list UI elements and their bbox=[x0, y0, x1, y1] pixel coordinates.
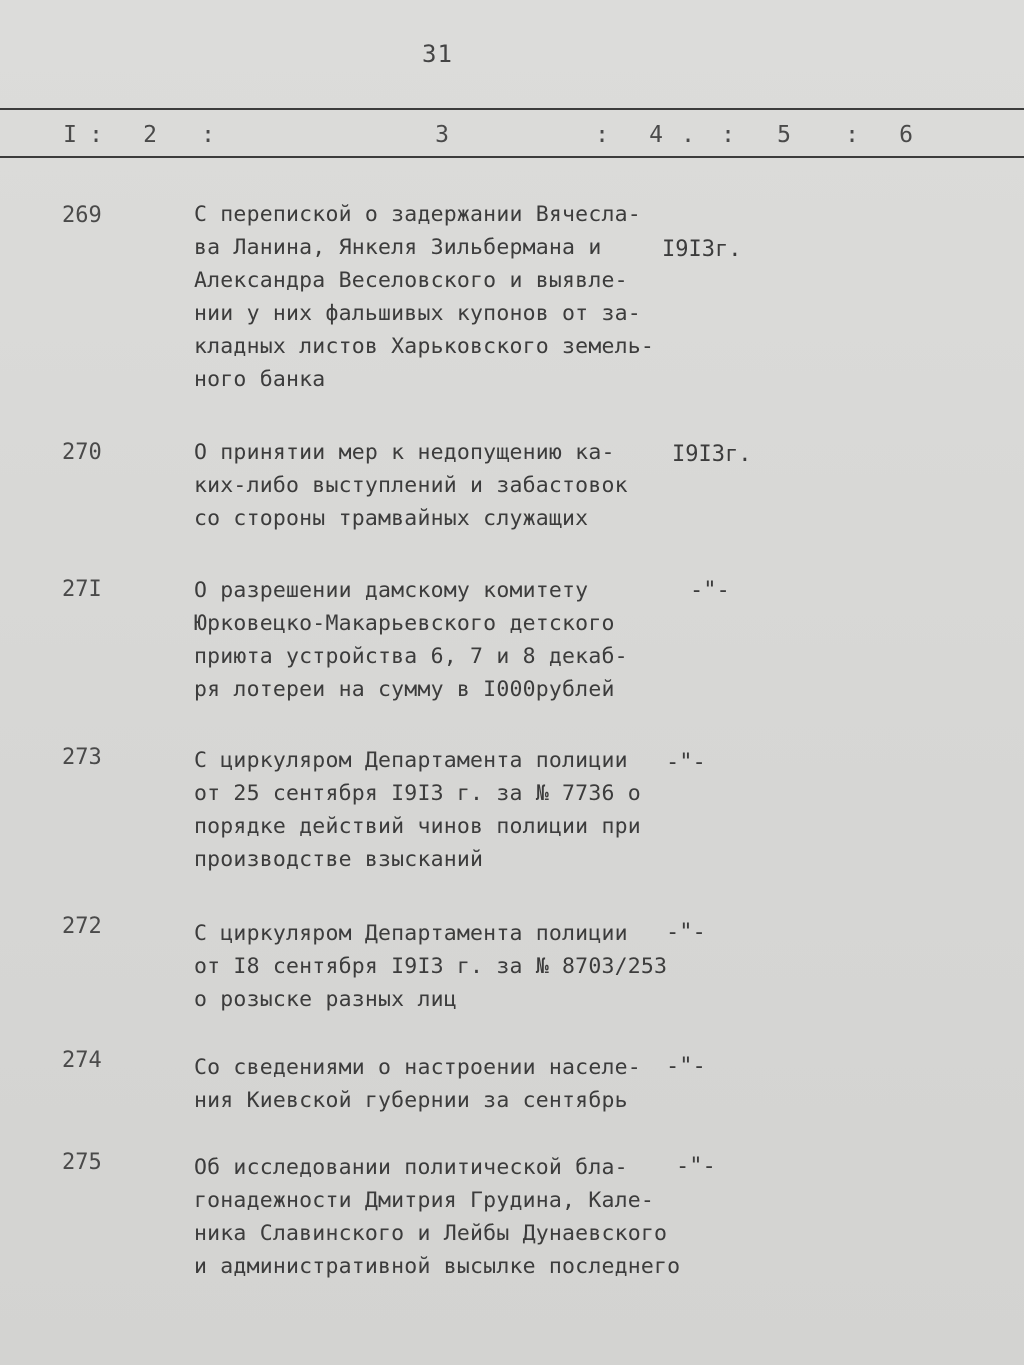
entry-line: производстве взысканий bbox=[194, 847, 484, 872]
entry-number: 275 bbox=[62, 1150, 102, 1175]
column-header-dot: . bbox=[681, 122, 695, 148]
entry-number: 274 bbox=[62, 1048, 102, 1073]
header-bottom-rule bbox=[0, 156, 1024, 158]
entry-number: 272 bbox=[62, 914, 102, 939]
entry-line: ря лотереи на сумму в I000рублей bbox=[194, 677, 615, 702]
entry-line: С циркуляром Департамента полиции bbox=[194, 748, 628, 773]
entry-date: -"- bbox=[690, 578, 730, 603]
column-header-sep: : bbox=[721, 122, 735, 148]
entry-date: -"- bbox=[666, 1054, 706, 1079]
entry-date: -"- bbox=[676, 1154, 716, 1179]
column-header-sep: : bbox=[595, 122, 609, 148]
column-header-5: 5 bbox=[777, 122, 791, 148]
entry-line: ного банка bbox=[194, 367, 326, 392]
entry-line: О принятии мер к недопущению ка- bbox=[194, 440, 615, 465]
entry-line: Со сведениями о настроении населе- bbox=[194, 1055, 641, 1080]
entry-number: 27I bbox=[62, 577, 102, 602]
entry-line: ва Ланина, Янкеля Зильбермана и bbox=[194, 235, 602, 260]
entry-number: 269 bbox=[62, 203, 102, 228]
entry-line: ких-либо выступлений и забастовок bbox=[194, 473, 628, 498]
column-header-sep: : bbox=[201, 122, 215, 148]
header-top-rule bbox=[0, 108, 1024, 110]
entry-line: Юрковецко-Макарьевского детского bbox=[194, 611, 615, 636]
column-header-4: 4 bbox=[649, 122, 663, 148]
column-header-sep: : bbox=[89, 122, 103, 148]
column-header-sep: : bbox=[845, 122, 859, 148]
entry-number: 270 bbox=[62, 440, 102, 465]
entry-line: приюта устройства 6, 7 и 8 декаб- bbox=[194, 644, 628, 669]
entry-line: гонадежности Дмитрия Грудина, Кале- bbox=[194, 1188, 655, 1213]
entry-line: и административной высылке последнего bbox=[194, 1254, 681, 1279]
entry-description bbox=[194, 744, 641, 876]
entry-date: I9I3г. bbox=[662, 237, 742, 262]
entry-description bbox=[194, 198, 654, 396]
entry-line: С циркуляром Департамента полиции bbox=[194, 921, 628, 946]
entry-date: -"- bbox=[666, 750, 706, 775]
entry-line: Об исследовании политической бла- bbox=[194, 1155, 628, 1180]
entry-line: О разрешении дамскому комитету bbox=[194, 578, 589, 603]
entry-description bbox=[194, 917, 667, 1016]
entry-description bbox=[194, 1051, 641, 1117]
entry-line: порядке действий чинов полиции при bbox=[194, 814, 641, 839]
entry-date: -"- bbox=[666, 920, 706, 945]
entry-line: со стороны трамвайных служащих bbox=[194, 506, 589, 531]
entry-description bbox=[194, 574, 628, 706]
entry-line: о розыске разных лиц bbox=[194, 987, 457, 1012]
entry-description bbox=[194, 436, 628, 535]
column-header-6: 6 bbox=[899, 122, 913, 148]
column-header-1: I bbox=[63, 122, 77, 148]
entry-line: кладных листов Харьковского земель- bbox=[194, 334, 655, 359]
entry-line: от I8 сентября I9I3 г. за № 8703/253 bbox=[194, 954, 668, 979]
entry-line: С перепиской о задержании Вячесла- bbox=[194, 202, 641, 227]
entry-line: нии у них фальшивых купонов от за- bbox=[194, 301, 641, 326]
entry-date: I9I3г. bbox=[672, 442, 752, 467]
entry-description bbox=[194, 1151, 680, 1283]
entry-line: ника Славинского и Лейбы Дунаевского bbox=[194, 1221, 668, 1246]
page-number: 31 bbox=[422, 40, 453, 68]
entry-line: ния Киевской губернии за сентябрь bbox=[194, 1088, 628, 1113]
column-header-2: 2 bbox=[143, 122, 157, 148]
entry-line: от 25 сентября I9I3 г. за № 7736 о bbox=[194, 781, 641, 806]
entry-number: 273 bbox=[62, 745, 102, 770]
entry-line: Александра Веселовского и выявле- bbox=[194, 268, 628, 293]
column-header-3: 3 bbox=[435, 122, 449, 148]
